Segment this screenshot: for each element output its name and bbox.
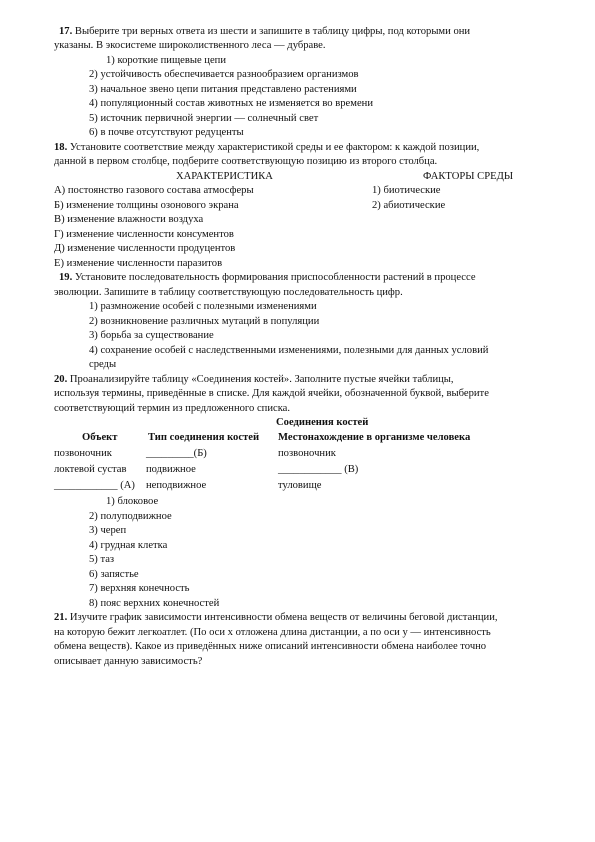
q18-characteristic-a: А) постоянство газового состава атмосферы [54, 185, 254, 196]
q19-number: 19. [59, 272, 73, 283]
q18-factor-2: 2) абиотические [372, 200, 446, 211]
q20-option-8: 8) пояс верхних конечностей [89, 598, 220, 609]
q20-row1-type: _________(Б) [146, 448, 207, 459]
q18-text-2: данной в первом столбце, подберите соответствующую позицию из второго столбца. [54, 156, 438, 167]
q19-option-3: 3) борьба за существование [89, 330, 214, 341]
q17-option-3: 3) начальное звено цепи питания представлено растениями [89, 84, 357, 95]
q18-characteristic-b: Б) изменение толщины озонового экрана [54, 200, 239, 211]
q20-table-title: Соединения костей [276, 417, 369, 428]
q17-text-2: указаны. В экосистеме широколиственного леса — дубраве. [54, 40, 326, 51]
q21-text-2: на которую бежит легкоатлет. (По оси x отложена длина дистанции, а по оси y — интенсивность [54, 627, 491, 638]
q20-text-2: используя термины, приведённые в списке. Для каждой ячейки, обозначенной буквой, выберите [54, 388, 489, 399]
q20-row2-location: ____________ (В) [278, 464, 359, 475]
q19-option-4-continued: среды [89, 359, 117, 370]
q20-number: 20. [54, 374, 68, 385]
q20-header-joint-type: Тип соединения костей [148, 432, 260, 443]
q17-option-2: 2) устойчивость обеспечивается разнообразием организмов [89, 69, 359, 80]
q17-option-6: 6) в почве отсутствуют редуценты [89, 127, 244, 138]
q19-line-1 [59, 271, 476, 285]
q17-text-1: Выберите три верных ответа из шести и запишите в таблицу цифры, под которыми они [72, 26, 471, 37]
q19-option-1: 1) размножение особей с полезными изменениями [89, 301, 317, 312]
q19-option-2: 2) возникновение различных мутаций в популяции [89, 316, 320, 327]
q18-characteristic-d: Д) изменение численности продуцентов [54, 243, 236, 254]
q18-number: 18. [54, 142, 68, 153]
q20-header-location: Местонахождение в организме человека [278, 432, 471, 443]
q20-option-2: 2) полуподвижное [89, 511, 172, 522]
q19-option-4: 4) сохранение особей с наследственными изменениями, полезными для данных условий [89, 345, 489, 356]
q20-row2-object: локтевой сустав [54, 464, 127, 475]
q19-text-2: эволюции. Запишите в таблицу соответствующую последовательность цифр. [54, 287, 403, 298]
q17-number: 17. [59, 26, 73, 37]
q18-col1-header: ХАРАКТЕРИСТИКА [176, 171, 273, 182]
q20-text-1: Проанализируйте таблицу «Соединения костей». Заполните пустые ячейки таблицы, [67, 374, 454, 385]
q21-line-1 [54, 611, 498, 625]
q18-characteristic-g: Г) изменение численности консументов [54, 229, 234, 240]
q21-text-1: Изучите график зависимости интенсивности обмена веществ от величины беговой дистанции, [67, 612, 498, 623]
q18-characteristic-v: В) изменение влажности воздуха [54, 214, 204, 225]
q20-row3-type: неподвижное [146, 480, 207, 491]
q18-text-1: Установите соответствие между характеристикой среды и ее фактором: к каждой позиции, [67, 142, 480, 153]
q20-text-3: соответствующий термин из предложенного списка. [54, 403, 291, 414]
q20-option-6: 6) запястье [89, 569, 139, 580]
q18-factor-1: 1) биотические [372, 185, 441, 196]
q20-option-5: 5) таз [89, 554, 115, 565]
q17-option-5: 5) источник первичной энергии — солнечный свет [89, 113, 319, 124]
q18-line-1 [54, 141, 479, 155]
q21-number: 21. [54, 612, 68, 623]
q21-text-4: описывает данную зависимость? [54, 656, 203, 667]
q20-row3-location: туловище [278, 480, 322, 491]
q17-option-4: 4) популяционный состав животных не изменяется во времени [89, 98, 373, 109]
q17-option-1: 1) короткие пищевые цепи [106, 55, 227, 66]
q18-col2-header: ФАКТОРЫ СРЕДЫ [423, 171, 514, 182]
q21-text-3: обмена веществ). Какое из приведённых ниже описаний интенсивности обмена наиболее точно [54, 641, 487, 652]
q20-row1-object: позвоночник [54, 448, 112, 459]
q20-header-object: Объект [82, 432, 118, 443]
q18-characteristic-e: Е) изменение численности паразитов [54, 258, 223, 269]
q20-row2-type: подвижное [146, 464, 196, 475]
q20-row1-location: позвоночник [278, 448, 336, 459]
q20-option-1: 1) блоковое [106, 496, 159, 507]
q20-row3-object: ____________ (А) [54, 480, 135, 491]
q20-option-3: 3) череп [89, 525, 127, 536]
q19-text-1: Установите последовательность формирования приспособленности растений в процессе [72, 272, 476, 283]
q20-option-7: 7) верхняя конечность [89, 583, 190, 594]
q17-line-1 [59, 25, 470, 39]
q20-line-1 [54, 373, 454, 387]
q20-option-4: 4) грудная клетка [89, 540, 168, 551]
